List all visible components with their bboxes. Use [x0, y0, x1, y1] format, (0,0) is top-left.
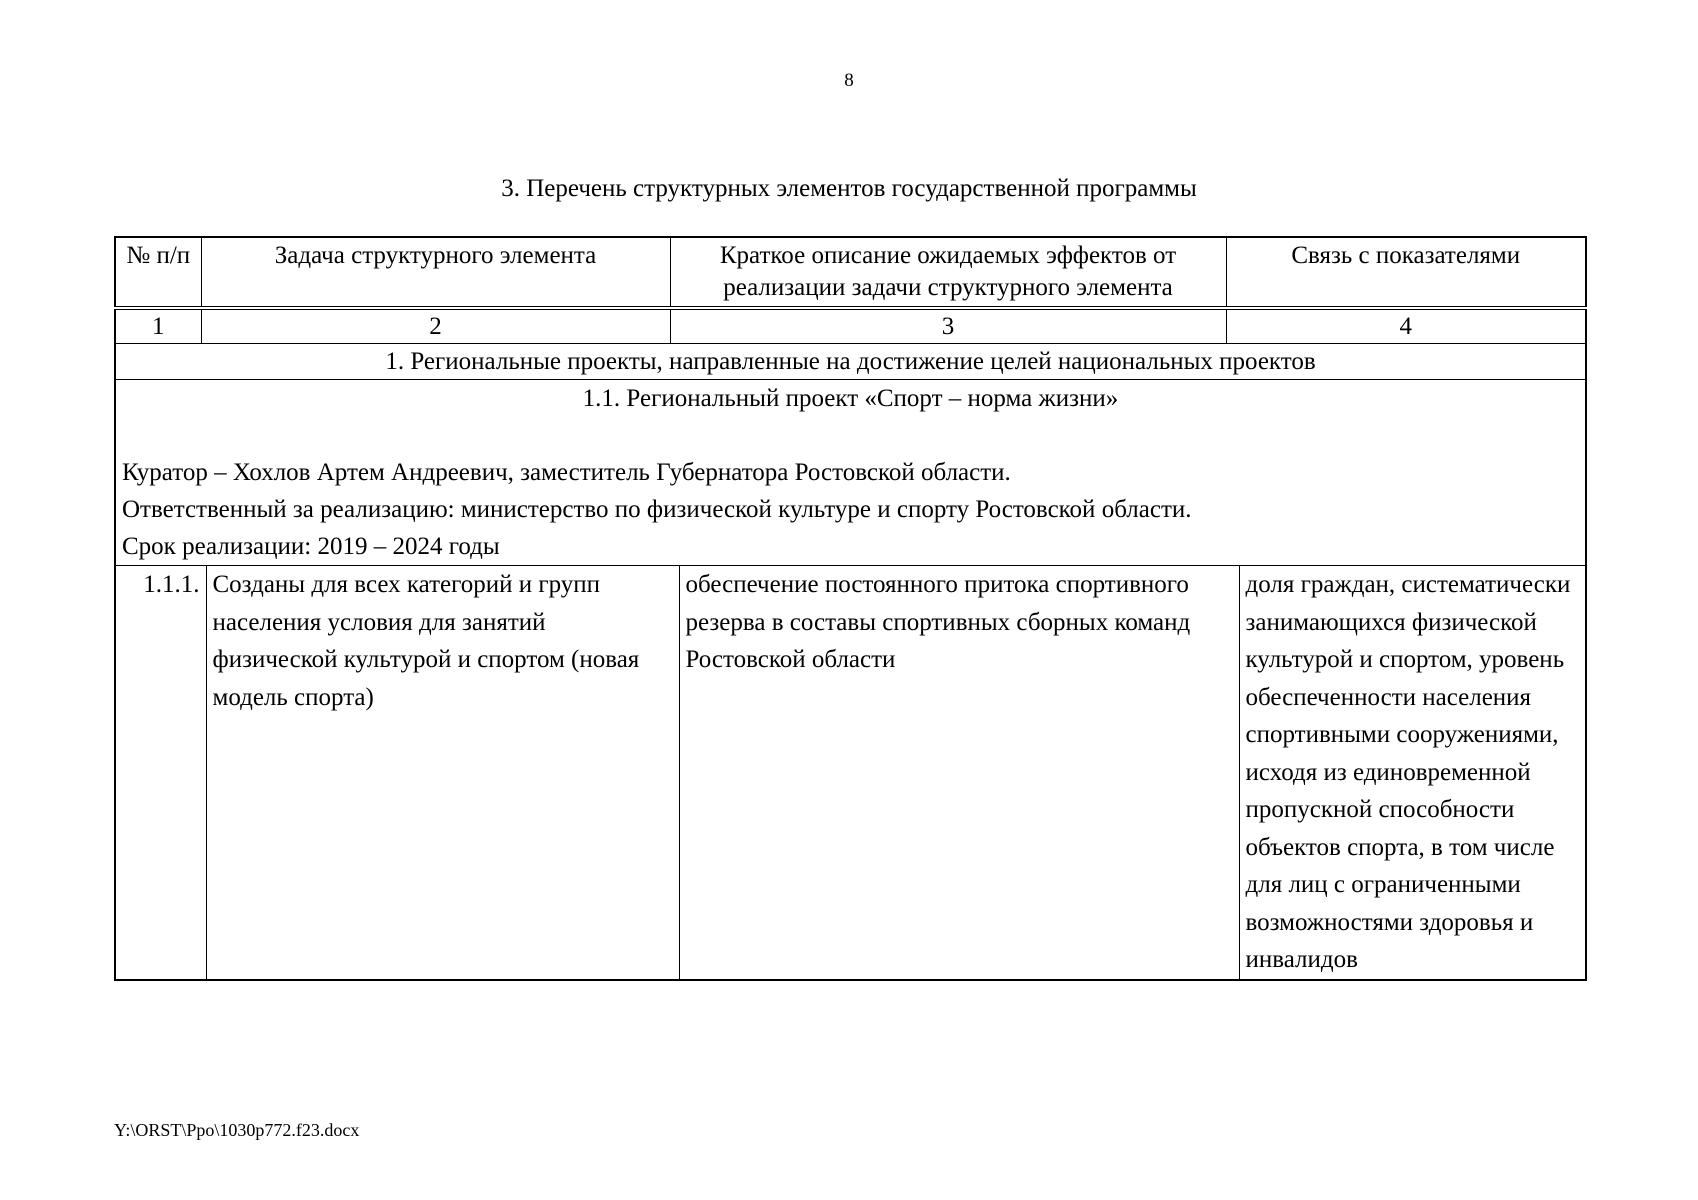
section-heading-row	[115, 344, 1586, 380]
file-path-footer: Y:\ORST\Ppo\1030p772.f23.docx	[114, 1120, 360, 1140]
section-title: 3. Перечень структурных элементов государственной программы	[501, 175, 1197, 202]
table-header-row	[115, 237, 1586, 308]
task-number: 1.1.1.	[143, 571, 200, 598]
project-period: Срок реализации: 2019 – 2024 годы	[122, 533, 500, 560]
task-effects: обеспечение постоянного притока спортивного резерва в составы спортивных сборных команд Ростовской области	[679, 566, 1239, 979]
header-indicators: Связь с показателями	[1226, 237, 1586, 308]
project-title: 1.1. Региональный проект «Спорт – норма жизни»	[582, 385, 1119, 412]
column-number: 4	[1226, 308, 1586, 344]
task-inner-table	[116, 566, 1585, 979]
header-effects: Краткое описание ожидаемых эффектов от реализации задачи структурного элемента	[670, 237, 1226, 308]
column-numbers-row	[115, 308, 1586, 344]
header-number: № п/п	[115, 237, 201, 308]
project-row	[115, 380, 1586, 566]
project-curator: Куратор – Хохлов Артем Андреевич, заместитель Губернатора Ростовской области.	[122, 459, 1011, 486]
column-number: 3	[670, 308, 1226, 344]
project-responsible: Ответственный за реализацию: министерство по физической культуре и спорту Ростовской области.	[122, 496, 1192, 523]
table-row	[115, 566, 1586, 980]
project-cell	[115, 380, 1586, 566]
structural-elements-table	[114, 236, 1587, 981]
column-number: 1	[115, 308, 201, 344]
column-number: 2	[201, 308, 670, 344]
task-description: Созданы для всех категорий и групп населения условия для занятий физической культурой и спортом (новая модель спорта)	[206, 566, 679, 979]
task-row-cell	[115, 566, 1586, 980]
section-heading: 1. Региональные проекты, направленные на достижение целей национальных проектов	[115, 344, 1586, 380]
task-indicators: доля граждан, систематически занимающихся физической культурой и спортом, уровень обеспеченности населения спортивными сооружениями, исходя из единовременной пропускной способности объектов спорта, в том числе для лиц с ограниченными возможностями здоровья и инвалидов	[1239, 566, 1585, 979]
header-task: Задача структурного элемента	[201, 237, 670, 308]
page-number: 8	[844, 70, 854, 91]
